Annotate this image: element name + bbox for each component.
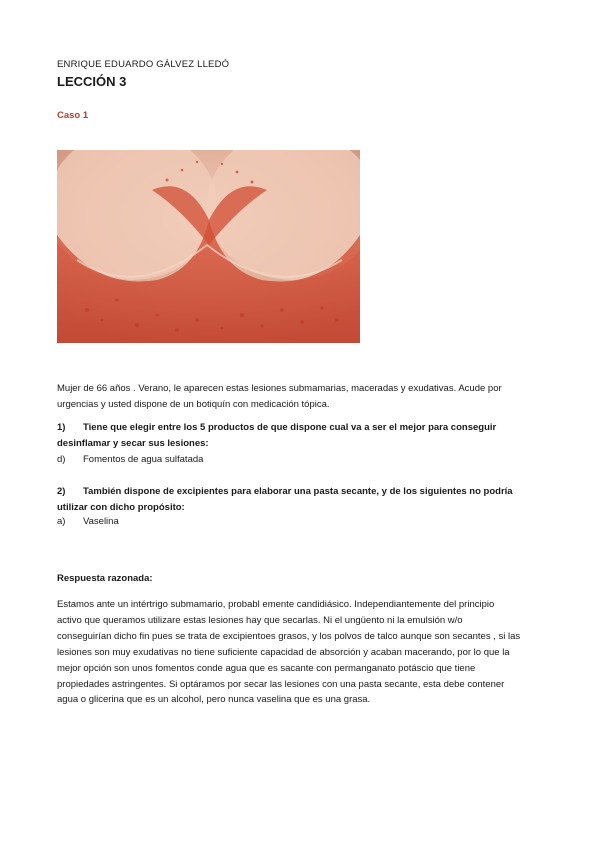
question-text: También dispone de excipientes para elaborar una pasta secante, y de los siguientes no podría bbox=[83, 486, 513, 497]
question-text: Tiene que elegir entre los 5 productos de que dispone cual va a ser el mejor para conseguir bbox=[83, 422, 497, 433]
reasoning-line: conseguirían dicho fin pues se trata de excipientoes grasos, y los polvos de talco aunque son secantes , si las bbox=[57, 630, 521, 642]
clinical-photo bbox=[57, 150, 360, 343]
question-number: 1) bbox=[57, 422, 66, 433]
question-text: utilizar con dicho propósito: bbox=[57, 502, 185, 513]
reasoning-line: lesiones son muy exudativas no tiene suficiente capacidad de absorción y acaban macerando, por lo que la bbox=[57, 646, 510, 658]
author-name: ENRIQUE EDUARDO GÁLVEZ LLEDÓ bbox=[57, 59, 230, 70]
submammary-lesion-image bbox=[57, 150, 360, 343]
answer-1 bbox=[57, 454, 203, 465]
question-1 bbox=[57, 420, 547, 452]
lesson-title: LECCIÓN 3 bbox=[57, 74, 127, 89]
reasoning-body bbox=[57, 597, 547, 708]
answer-text: Fomentos de agua sulfatada bbox=[83, 454, 204, 465]
question-text: desinflamar y secar sus lesiones: bbox=[57, 438, 209, 449]
answer-2 bbox=[57, 516, 119, 527]
reasoning-line: Estamos ante un intértrigo submamario, probabl emente candidiásico. Independiantemente del principio bbox=[57, 599, 495, 610]
question-number: 2) bbox=[57, 486, 66, 497]
reasoning-title: Respuesta razonada: bbox=[57, 573, 153, 584]
reasoning-line: activo que queramos utilizare estas lesiones hay que secarlas. Ni el ungüento ni la emulsión w/o bbox=[57, 614, 463, 626]
question-2 bbox=[57, 484, 547, 516]
intro-line: Mujer de 66 años . Verano, le aparecen estas lesiones submamarias, maceradas y exudativas. Acude por bbox=[57, 383, 502, 394]
reasoning-line: mejor opción son unos fomentos conde agua que es sacante con permanganato potáscio que tiene bbox=[57, 662, 476, 674]
answer-text: Vaselina bbox=[83, 516, 119, 527]
reasoning-line: agua o glicerina que es un alcohol, pero nunca vaselina que es una grasa. bbox=[57, 694, 371, 706]
answer-letter: a) bbox=[57, 516, 66, 527]
reasoning-line: propiedades astringentes. Si optáramos por secar las lesiones con una pasta secante, esta debe contener bbox=[57, 678, 505, 690]
case-title: Caso 1 bbox=[57, 110, 89, 121]
answer-letter: d) bbox=[57, 454, 66, 465]
case-description bbox=[57, 381, 547, 412]
intro-line: urgencias y usted dispone de un botiquín con medicación tópica. bbox=[57, 398, 330, 410]
